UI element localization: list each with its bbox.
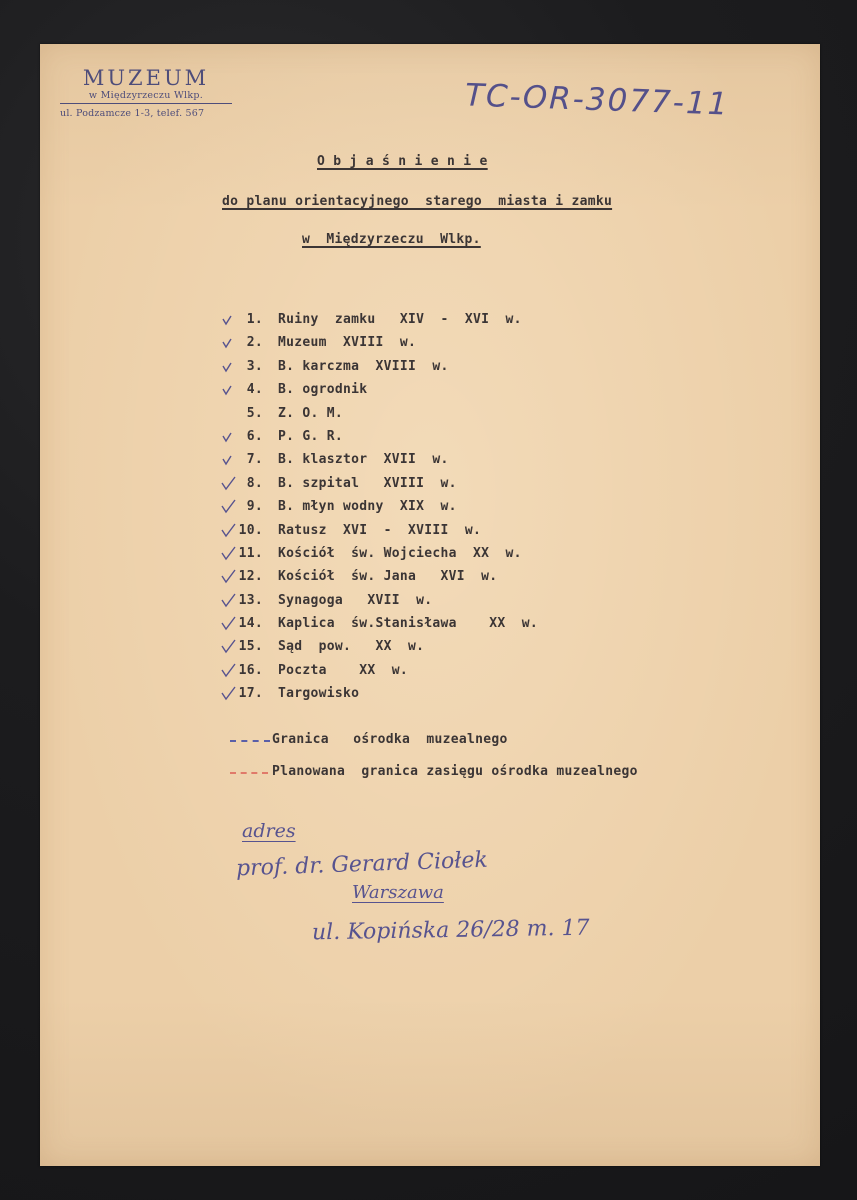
stamp-address: ul. Podzamcze 1-3, telef. 567 <box>60 108 205 119</box>
legend-text: Granica ośrodka muzealnego <box>272 732 508 747</box>
item-text: Kaplica św.Stanisława XX w. <box>278 616 539 632</box>
item-number: 17. <box>238 686 263 702</box>
item-text: B. ogrodnik <box>278 382 368 398</box>
item-number: 10. <box>238 522 263 538</box>
document-title: O b j a ś n i e n i e <box>317 154 488 169</box>
item-text: P. G. R. <box>278 428 344 444</box>
item-text: Synagoga XVII w. <box>278 592 433 608</box>
handwritten-label: adres <box>242 820 296 842</box>
item-number: 15. <box>238 639 263 655</box>
item-number: 4. <box>246 382 263 398</box>
stamp-title: MUZEUM <box>82 66 210 90</box>
list-item <box>220 616 670 639</box>
list-item <box>220 499 670 522</box>
list-item <box>220 546 670 569</box>
list-item <box>220 335 670 358</box>
item-number: 2. <box>246 335 263 351</box>
handwritten-city: Warszawa <box>352 882 444 903</box>
item-number: 13. <box>238 592 263 608</box>
item-number: 12. <box>238 569 263 585</box>
item-text: B. klasztor XVII w. <box>278 452 449 468</box>
list-item <box>220 312 670 335</box>
list-item <box>220 569 670 592</box>
handwritten-street: ul. Kopińska 26/28 m. 17 <box>311 915 590 946</box>
list-item <box>220 663 670 686</box>
list-item <box>220 429 670 452</box>
item-text: Z. O. M. <box>278 405 344 421</box>
document-subtitle: do planu orientacyjnego starego miasta i zamku <box>222 194 613 209</box>
item-number: 8. <box>246 475 263 491</box>
legend-line-red <box>230 772 268 774</box>
list-item <box>220 639 670 662</box>
item-text: Muzeum XVIII w. <box>278 335 417 351</box>
handwritten-name: prof. dr. Gerard Ciołek <box>235 847 489 882</box>
item-text: Ruiny zamku XIV - XVI w. <box>278 312 522 327</box>
item-number: 16. <box>238 662 263 678</box>
item-text: B. młyn wodny XIX w. <box>278 499 457 515</box>
item-number: 1. <box>246 312 263 327</box>
legend-planned-boundary <box>230 764 730 784</box>
list-item <box>220 523 670 546</box>
list-item <box>220 476 670 499</box>
list-item <box>220 452 670 475</box>
item-number: 3. <box>246 358 263 374</box>
item-text: Targowisko <box>278 686 360 702</box>
item-text: B. karczma XVIII w. <box>278 358 449 374</box>
item-number: 11. <box>238 545 263 561</box>
legend-item-list <box>220 312 670 710</box>
list-item <box>220 593 670 616</box>
item-text: Poczta XX w. <box>278 662 409 678</box>
list-item <box>220 359 670 382</box>
document-page <box>40 44 820 1166</box>
archive-signature: TC-OR-3077-11 <box>464 77 730 123</box>
legend-line-blue <box>230 740 270 742</box>
list-item <box>220 406 670 429</box>
stamp-place: w Międzyrzeczu Wlkp. <box>60 90 232 104</box>
item-number: 7. <box>246 452 263 468</box>
item-number: 5. <box>246 405 263 421</box>
item-number: 14. <box>238 616 263 632</box>
legend-museum-boundary <box>230 732 630 752</box>
museum-stamp <box>60 66 232 119</box>
item-text: Sąd pow. XX w. <box>278 639 425 655</box>
list-item <box>220 382 670 405</box>
list-item <box>220 686 670 709</box>
item-number: 6. <box>246 428 263 444</box>
item-text: Kościół św. Wojciecha XX w. <box>278 545 522 561</box>
item-text: Ratusz XVI - XVIII w. <box>278 522 482 538</box>
item-number: 9. <box>246 499 263 515</box>
item-text: Kościół św. Jana XVI w. <box>278 569 498 585</box>
legend-text: Planowana granica zasięgu ośrodka muzealnego <box>272 764 638 779</box>
document-subtitle-place: w Międzyrzeczu Wlkp. <box>302 232 481 247</box>
item-text: B. szpital XVIII w. <box>278 475 457 491</box>
